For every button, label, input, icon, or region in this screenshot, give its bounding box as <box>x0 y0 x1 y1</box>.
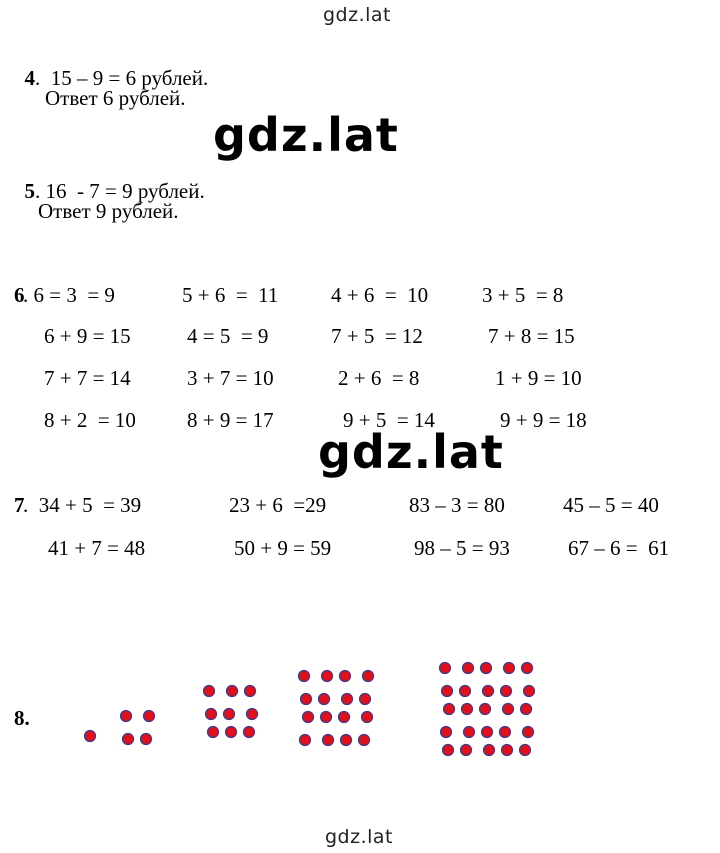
equation: 5 + 6 = 11 <box>182 283 279 307</box>
task-answer: Ответ 6 рублей. <box>45 86 186 110</box>
dot <box>300 735 311 746</box>
equation: 7 + 7 = 14 <box>44 366 131 390</box>
dot <box>483 686 494 697</box>
equation: 4 + 6 = 10 <box>331 283 429 307</box>
watermark-middle: gdz.lat <box>318 425 504 479</box>
dot <box>340 671 351 682</box>
dot <box>522 663 533 674</box>
dot <box>206 709 217 720</box>
task-equation: . 15 – 9 = 6 рублей. <box>35 66 209 90</box>
dot-group-25 <box>440 663 535 756</box>
dot <box>359 735 370 746</box>
task-number: 4 <box>24 66 35 90</box>
equation: 98 – 5 = 93 <box>414 536 510 560</box>
equation: . 34 + 5 = 39 <box>23 493 142 517</box>
equation: 45 – 5 = 40 <box>563 493 659 517</box>
dot <box>521 704 532 715</box>
dot <box>502 745 513 756</box>
watermark-middle: gdz.lat <box>213 108 399 162</box>
dot <box>226 727 237 738</box>
equation: 1 + 9 = 10 <box>495 366 582 390</box>
dot <box>462 704 473 715</box>
dot <box>504 663 515 674</box>
dot <box>440 663 451 674</box>
dot <box>482 727 493 738</box>
dot <box>444 704 455 715</box>
dot <box>323 735 334 746</box>
equation: 9 + 9 = 18 <box>500 408 587 432</box>
dot <box>319 694 330 705</box>
dot <box>244 727 255 738</box>
dot <box>303 712 314 723</box>
dot <box>299 671 310 682</box>
task-equation: . 16 - 7 = 9 рублей. <box>35 179 205 203</box>
equation: . 6 = 3 = 9 <box>23 283 115 307</box>
dot <box>123 734 134 745</box>
equation: 8 + 2 = 10 <box>44 408 136 432</box>
task-answer: Ответ 9 рублей. <box>38 199 179 223</box>
dot <box>441 727 452 738</box>
task-number: 8. <box>14 706 30 730</box>
dot <box>464 727 475 738</box>
equation: 3 + 7 = 10 <box>187 366 274 390</box>
dot <box>141 734 152 745</box>
task-number: 7 <box>14 493 25 517</box>
dot <box>500 727 511 738</box>
dot-group-9 <box>204 686 258 738</box>
dot <box>520 745 531 756</box>
equation: 41 + 7 = 48 <box>48 536 146 560</box>
watermark-bottom: gdz.lat <box>325 826 394 848</box>
dot <box>301 694 312 705</box>
dot <box>443 745 454 756</box>
watermark-top: gdz.lat <box>323 4 392 26</box>
dot <box>463 663 474 674</box>
dot-group-4 <box>121 711 155 745</box>
dot <box>363 671 374 682</box>
equation: 2 + 6 = 8 <box>338 366 420 390</box>
dot-group-1 <box>85 731 96 742</box>
dot <box>342 694 353 705</box>
equation: 7 + 8 = 15 <box>488 324 575 348</box>
dot <box>524 686 535 697</box>
dot <box>85 731 96 742</box>
dot <box>339 712 350 723</box>
dot <box>227 686 238 697</box>
equation: 7 + 5 = 12 <box>331 324 423 348</box>
dot <box>321 712 332 723</box>
dot <box>341 735 352 746</box>
dot <box>460 686 471 697</box>
equation: 50 + 9 = 59 <box>234 536 332 560</box>
equation: 6 + 9 = 15 <box>44 324 131 348</box>
dot <box>247 709 258 720</box>
equation: 4 = 5 = 9 <box>187 324 269 348</box>
dot-group-16 <box>299 671 374 746</box>
task-number: 5 <box>24 179 35 203</box>
dot <box>442 686 453 697</box>
dot <box>481 663 492 674</box>
dot <box>480 704 491 715</box>
dot <box>461 745 472 756</box>
dot <box>204 686 215 697</box>
dot <box>224 709 235 720</box>
dot <box>360 694 371 705</box>
task-number: 6 <box>14 283 25 307</box>
equation: 9 + 5 = 14 <box>343 408 435 432</box>
equation: 23 + 6 =29 <box>229 493 327 517</box>
dot <box>503 704 514 715</box>
equation: 83 – 3 = 80 <box>409 493 505 517</box>
dot <box>322 671 333 682</box>
equation: 8 + 9 = 17 <box>187 408 274 432</box>
dot <box>144 711 155 722</box>
dot <box>523 727 534 738</box>
equation: 3 + 5 = 8 <box>482 283 564 307</box>
dot <box>362 712 373 723</box>
dot <box>245 686 256 697</box>
dot <box>484 745 495 756</box>
equation: 67 – 6 = 61 <box>568 536 670 560</box>
dot <box>121 711 132 722</box>
dot <box>501 686 512 697</box>
dot <box>208 727 219 738</box>
